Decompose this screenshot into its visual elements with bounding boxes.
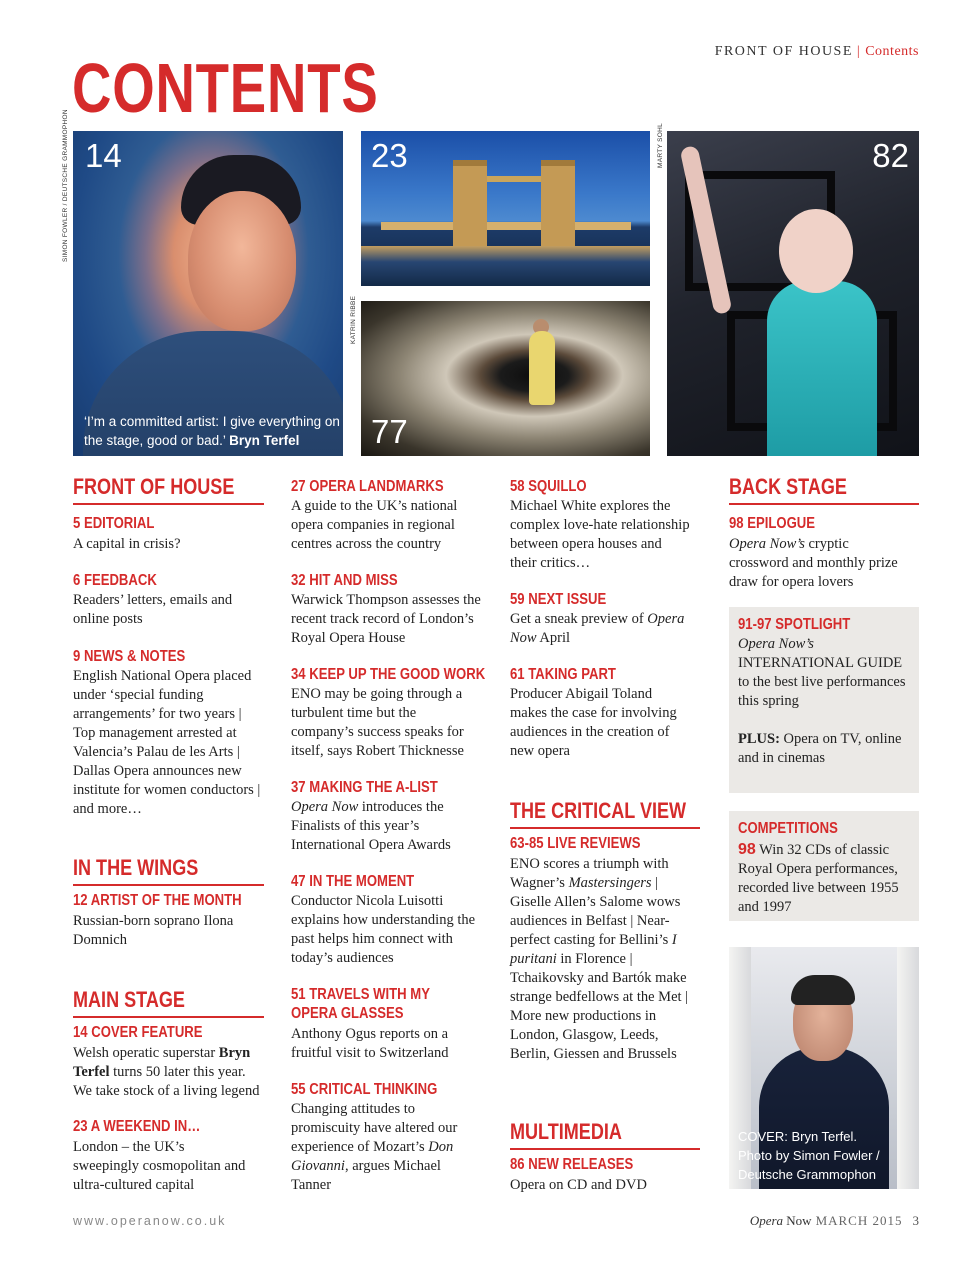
item-hitmiss-text: Warwick Thompson assesses the recent track record of London’s Royal Opera House [291,592,481,646]
item-spotlight-heading[interactable]: 91-97 SPOTLIGHT [738,616,851,633]
item-new-releases-heading[interactable]: 86 NEW RELEASES [510,1156,634,1173]
running-head-section: FRONT OF HOUSE [714,44,853,59]
item-alist-text: Opera Now introduces the Finalists of this year’s International Opera Awards [291,799,451,853]
item-live-reviews-text: ENO scores a triumph with Wagner’s Mastersingers | Giselle Allen’s Salome wows audiences in Belfast | Near-perfect casting for Bellini’s I puritani in Florence | Tchaikovsky and Bartók make strange bedfellows at the Met | More new productions in London, Glasgow, Leeds, Berlin, Giessen and Brussels [510,856,689,1062]
spotlight-box [729,607,919,793]
performer-figure [529,331,555,405]
running-head [715,44,919,60]
page-number: 3 [912,1213,919,1228]
bridge-tower-left [453,160,487,246]
photo-quote [84,412,340,450]
item-feedback-text: Readers’ letters, emails and online posts [73,592,233,627]
item-editorial-text: A capital in crisis? [73,536,181,552]
photo-tower-bridge[interactable] [361,131,650,286]
competitions-box [729,811,919,921]
item-news-heading[interactable]: 9 NEWS & NOTES [73,648,186,665]
item-spotlight-text: Opera Now’s INTERNATIONAL GUIDE to the best live performances this spring PLUS: Opera on TV, online and in cinemas [738,636,906,766]
item-taking-part-heading[interactable]: 61 TAKING PART [510,666,616,683]
item-competitions-heading[interactable]: COMPETITIONS [738,820,838,837]
item-landmarks-text: A guide to the UK’s national opera companies in regional centres across the country [291,498,458,552]
item-weekend-heading[interactable]: 23 A WEEKEND IN… [73,1118,201,1135]
item-competitions-text: 98 Win 32 CDs of classic Royal Opera performances, recorded live between 1955 and 1997 [738,841,899,915]
footer-folio: Opera Now MARCH 2015 3 [749,1213,919,1228]
photo-stage-scene[interactable] [667,131,919,456]
item-squillo-text: Michael White explores the complex love-hate relationship between opera houses and their critics… [510,498,690,571]
section-multimedia: MULTIMEDIA [510,1119,700,1150]
running-head-subsection: Contents [865,44,919,59]
item-feedback-heading[interactable]: 6 FEEDBACK [73,572,157,589]
photo-bryn-terfel[interactable] [73,131,343,456]
item-epilogue-heading[interactable]: 98 EPILOGUE [729,515,816,532]
section-main-stage: MAIN STAGE [73,987,264,1018]
quote-text: ‘I’m a committed artist: I give everything on the stage, good or bad.’ [84,414,340,448]
terfel-face [188,191,296,331]
item-new-releases-text: Opera on CD and DVD [510,1177,647,1193]
section-back-stage: BACK STAGE [729,474,919,505]
item-goodwork-text: ENO may be going through a turbulent time but the company’s success speaks for itself, says Robert Thicknesse [291,686,464,759]
footer-url[interactable]: www.operanow.co.uk [73,1214,227,1228]
photo-credit-terfel: SIMON FOWLER / DEUTSCHE GRAMMOPHON [62,109,69,262]
quote-author: Bryn Terfel [229,433,300,448]
page-title: CONTENTS [72,49,379,127]
item-live-reviews-heading[interactable]: 63-85 LIVE REVIEWS [510,835,641,852]
item-cover-text: Welsh operatic superstar Bryn Terfel turns 50 later this year. We take stock of a living legend [73,1045,260,1099]
item-cover-heading[interactable]: 14 COVER FEATURE [73,1024,203,1041]
cover-pillar [897,947,919,1189]
photo-page-number: 23 [371,137,408,174]
item-landmarks-heading[interactable]: 27 OPERA LANDMARKS [291,478,444,495]
item-epilogue-text: Opera Now’s cryptic crossword and monthly prize draw for opera lovers [729,536,898,590]
item-critical-heading[interactable]: 55 CRITICAL THINKING [291,1081,438,1098]
item-editorial-heading[interactable]: 5 EDITORIAL [73,515,155,532]
photo-page-number: 77 [371,413,408,450]
item-moment-text: Conductor Nicola Luisotti explains how understanding the past helps him connect with today’s audiences [291,893,476,966]
bridge-tower-right [541,160,575,246]
item-hitmiss-heading[interactable]: 32 HIT AND MISS [291,572,398,589]
photo-credit-stage: MARTY SOHL [657,122,664,168]
item-goodwork-heading[interactable]: 34 KEEP UP THE GOOD WORK [291,666,486,683]
section-critical-view: THE CRITICAL VIEW [510,798,700,829]
item-taking-part-text: Producer Abigail Toland makes the case for involving audiences in the creation of new opera [510,686,677,759]
cover-caption: COVER: Bryn Terfel. Photo by Simon Fowler / Deutsche Grammophon [738,1129,880,1182]
section-front-of-house: FRONT OF HOUSE [73,474,264,505]
section-in-the-wings: IN THE WINGS [73,855,264,886]
item-squillo-heading[interactable]: 58 SQUILLO [510,478,587,495]
running-head-separator: | [856,44,862,59]
item-next-issue-heading[interactable]: 59 NEXT ISSUE [510,591,607,608]
item-artist-heading[interactable]: 12 ARTIST OF THE MONTH [73,892,242,909]
photo-page-number: 14 [85,137,122,174]
singer-face [779,209,853,293]
item-next-issue-text: Get a sneak preview of Opera Now April [510,611,685,646]
photo-tunnel-performer[interactable] [361,301,650,456]
bridge-deck [381,222,631,230]
cover-hair [791,975,855,1005]
item-artist-text: Russian-born soprano Ilona Domnich [73,913,234,948]
item-news-text: English National Opera placed under ‘special funding arrangements’ for two years | Top management arrested at Valencia’s Palau de les Arts | Dallas Opera announces new institute for women conductors | and more… [73,668,261,817]
photo-cover[interactable] [729,947,919,1189]
photo-page-number: 82 [872,137,909,174]
photo-credit-tunnel: KATRIN RIBBE [350,295,357,344]
item-alist-heading[interactable]: 37 MAKING THE A-LIST [291,779,438,796]
item-travels-text: Anthony Ogus reports on a fruitful visit to Switzerland [291,1026,449,1061]
item-travels-heading[interactable]: 51 TRAVELS WITH MY OPERA GLASSES [291,986,430,1022]
singer-dress [767,281,877,456]
item-weekend-text: London – the UK’s sweepingly cosmopolitan and ultra-cultured capital [73,1139,246,1193]
item-moment-heading[interactable]: 47 IN THE MOMENT [291,873,415,890]
item-critical-text: Changing attitudes to promiscuity have altered our experience of Mozart’s Don Giovanni, argues Michael Tanner [291,1101,458,1193]
river-water [361,246,650,286]
